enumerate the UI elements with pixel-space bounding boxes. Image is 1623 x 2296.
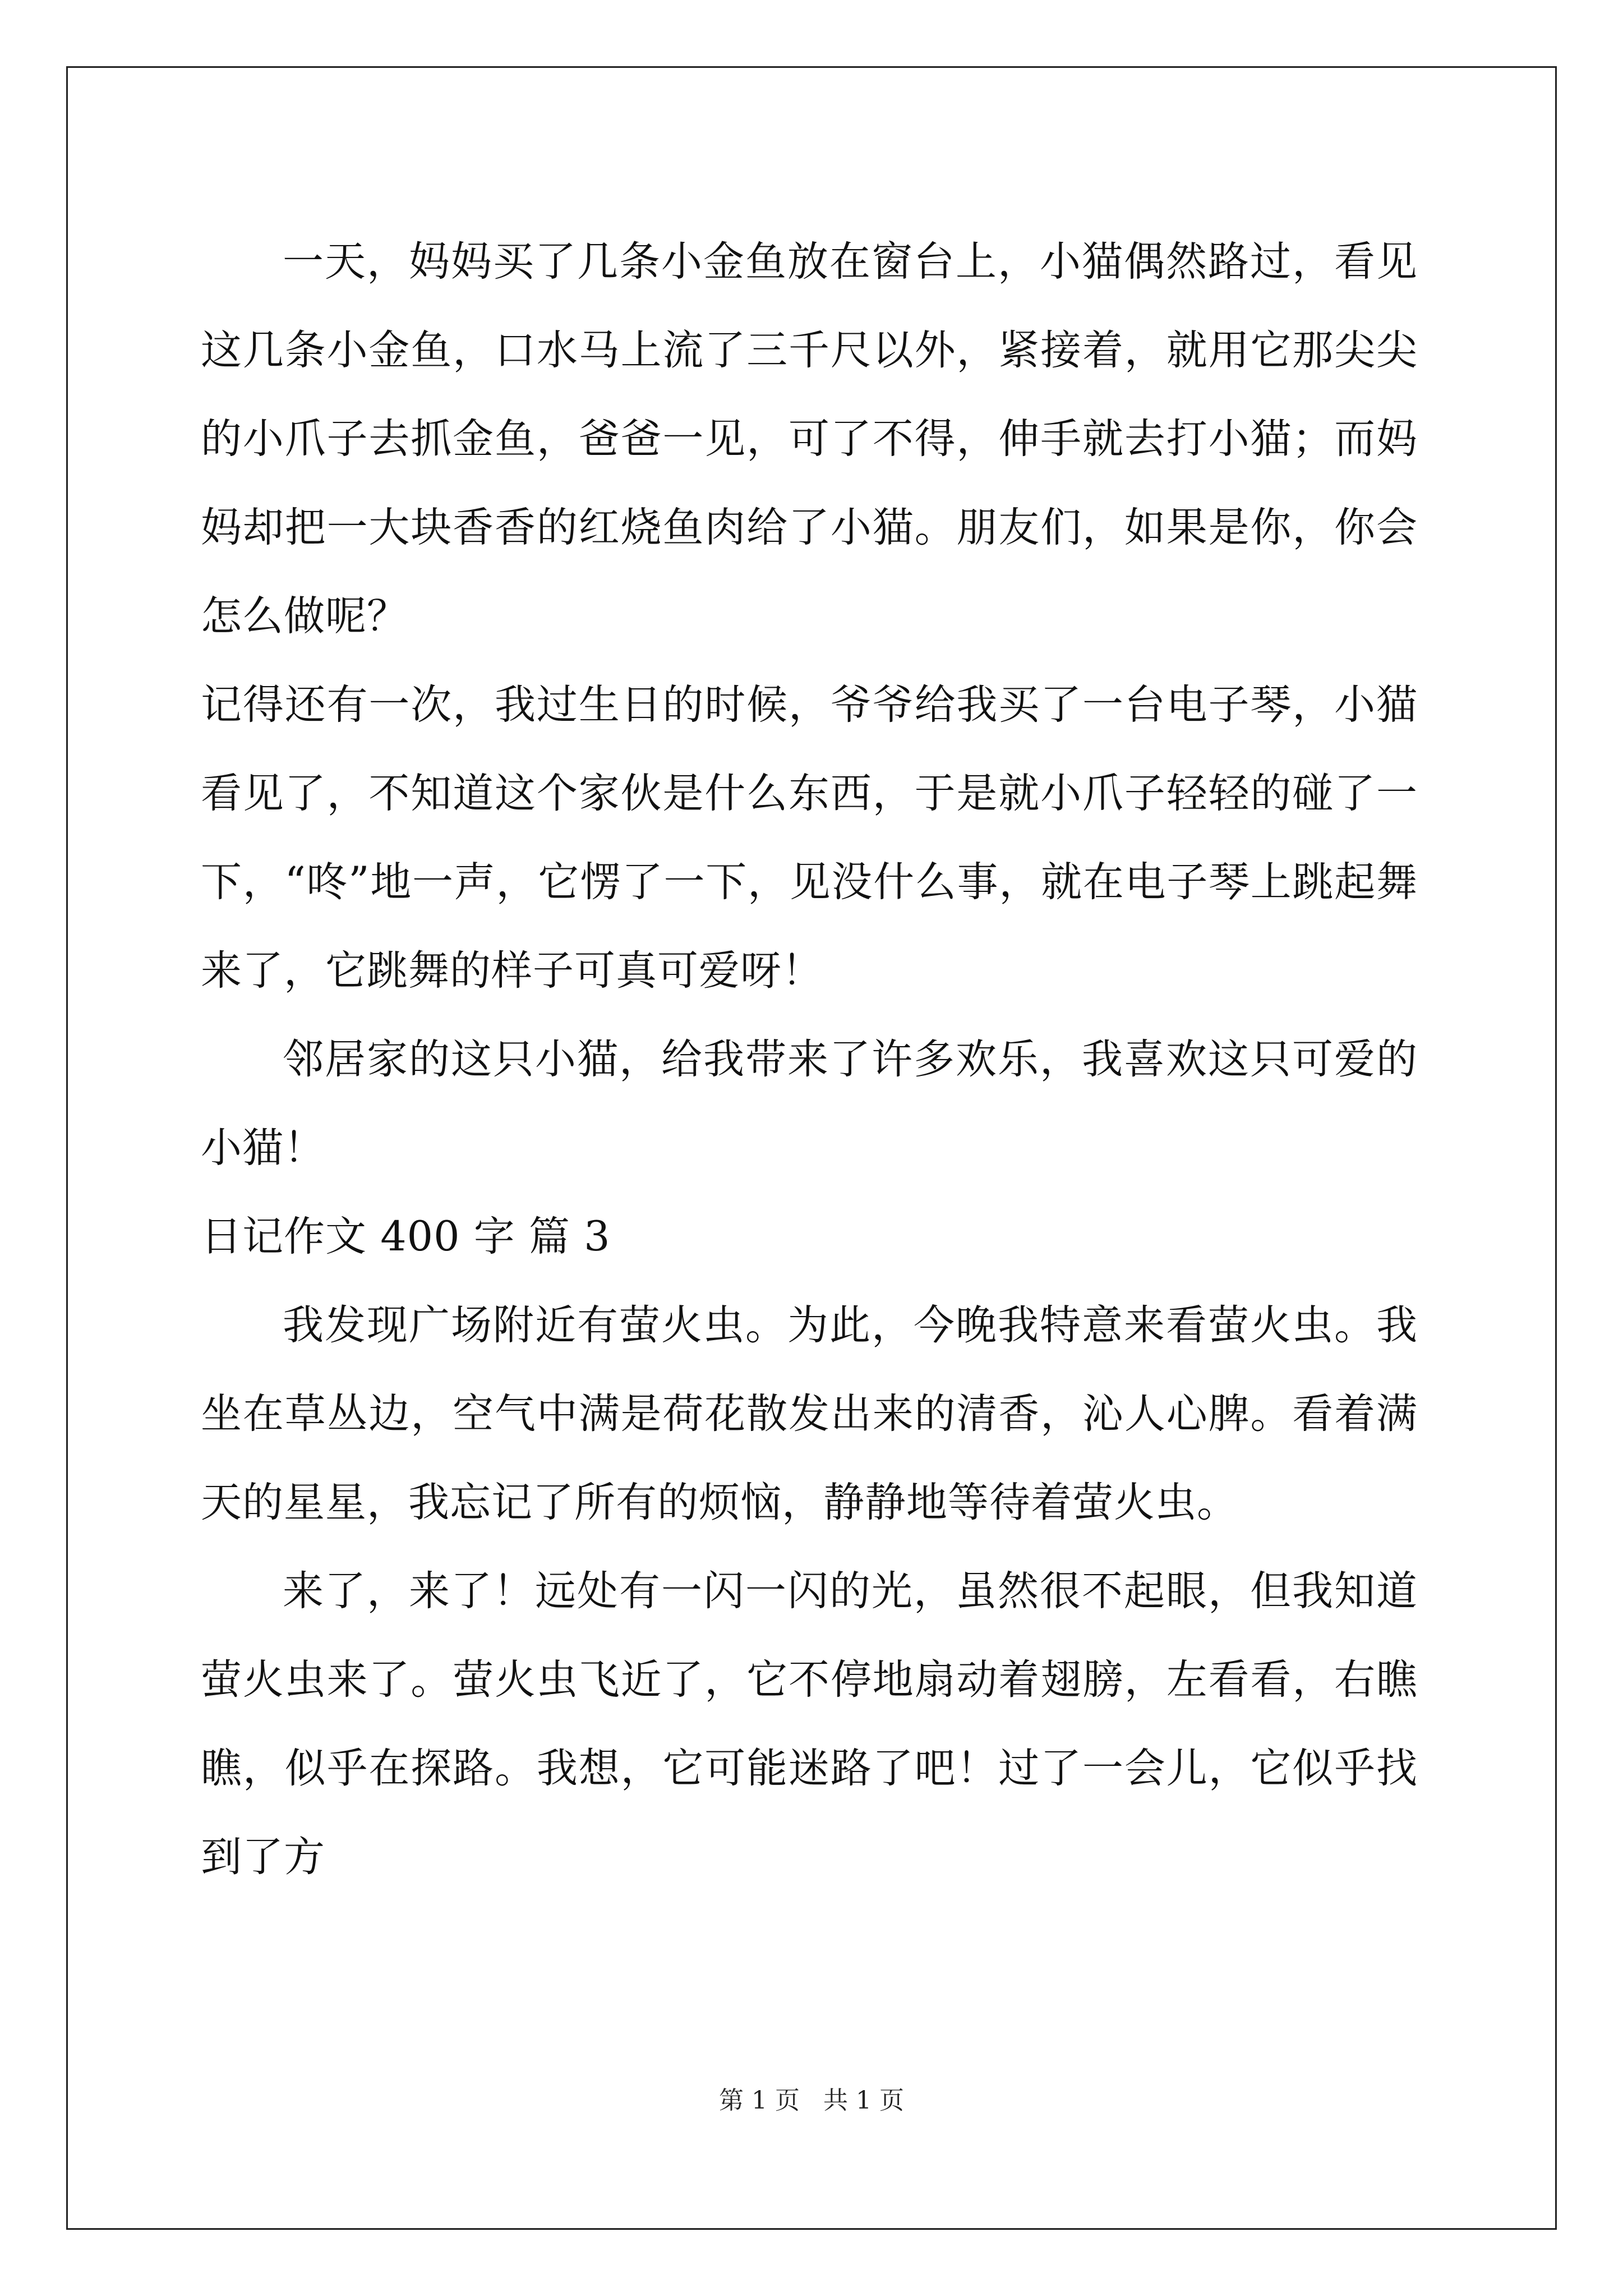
paragraph-firefly-arrives: 来了，来了！远处有一闪一闪的光，虽然很不起眼，但我知道萤火虫来了。萤火虫飞近了，它不停地扇动着翅膀，左看看，右瞧瞧，似乎在探路。我想，它可能迷路了吧！过了一会儿，它似乎找到了方 [201, 1567, 1418, 1881]
section-heading: 日记作文 400 字 篇 3 [201, 1213, 611, 1260]
page-footer: 第 1 页 共 1 页 [719, 2086, 904, 2115]
paragraph-goldfish: 一天，妈妈买了几条小金鱼放在窗台上，小猫偶然路过，看见这几条小金鱼，口水马上流了三千尺以外，紧接着，就用它那尖尖的小爪子去抓金鱼，爸爸一见，可了不得，伸手就去打小猫；而妈妈却把一大块香香的红烧鱼肉给了小猫。朋友们，如果是你，你会怎么做呢？ [201, 238, 1418, 640]
document-body [201, 218, 1418, 1902]
paragraph-fireflies: 我发现广场附近有萤火虫。为此，今晚我特意来看萤火虫。我坐在草丛边，空气中满是荷花散发出来的清香，沁人心脾。看着满天的星星，我忘记了所有的烦恼，静静地等待着萤火虫。 [201, 1301, 1418, 1526]
paragraph-neighbor-cat: 邻居家的这只小猫，给我带来了许多欢乐，我喜欢这只可爱的小猫！ [201, 1036, 1418, 1172]
paragraph-birthday-piano: 记得还有一次，我过生日的时候，爷爷给我买了一台电子琴，小猫看见了，不知道这个家伙是什么东西，于是就小爪子轻轻的碰了一下，“咚”地一声，它愣了一下，见没什么事，就在电子琴上跳起舞来了，它跳舞的样子可真可爱呀！ [201, 681, 1418, 995]
